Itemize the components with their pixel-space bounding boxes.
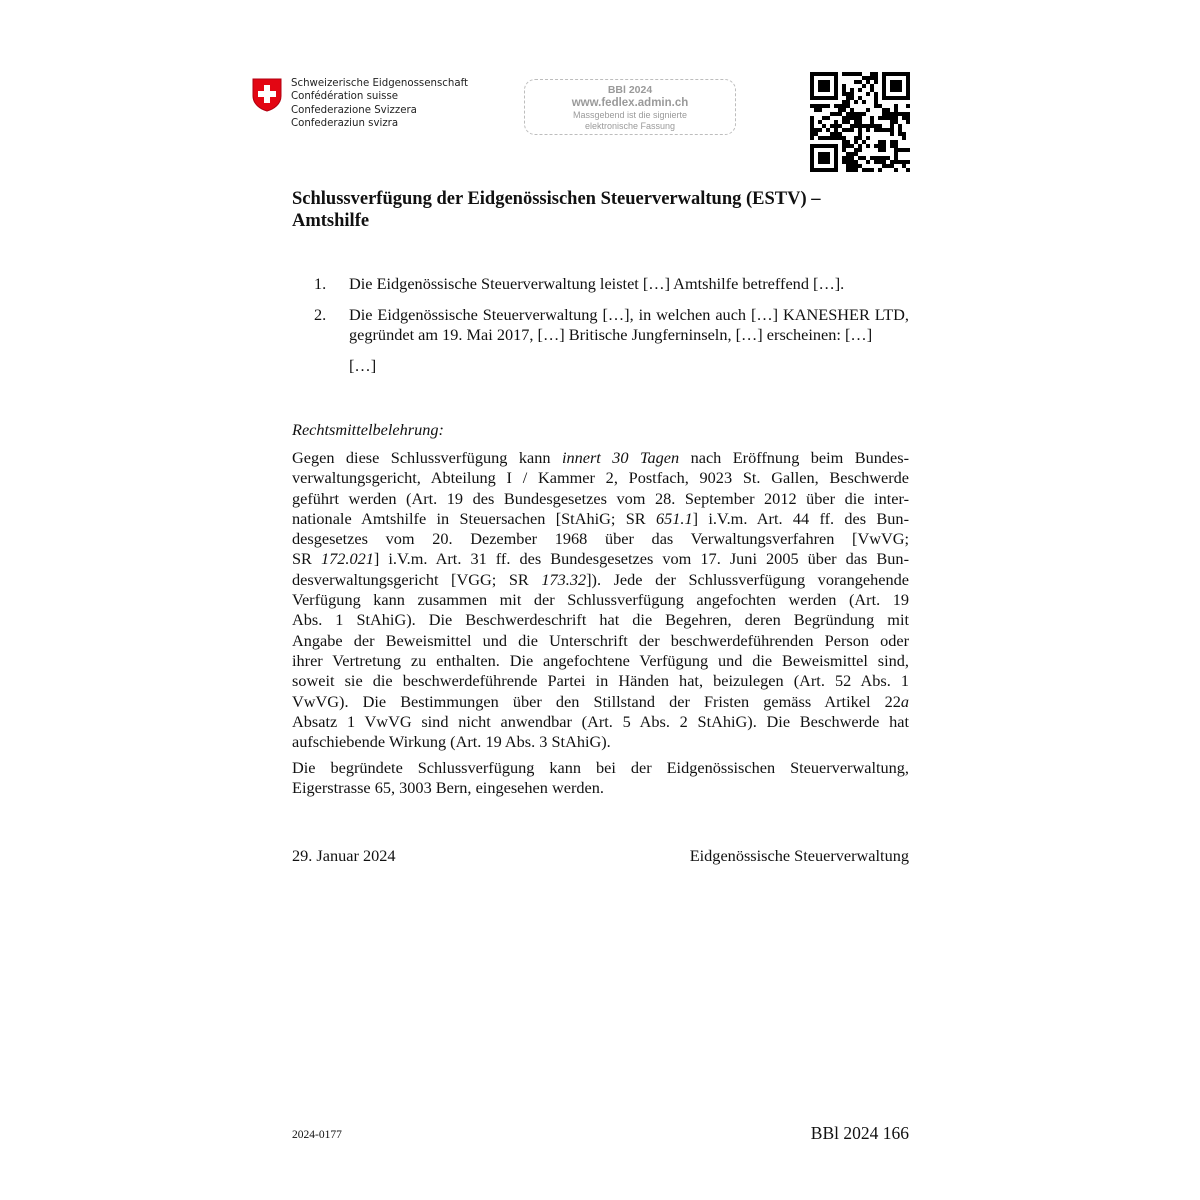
paragraph-line: desverwaltungsgericht [VGG; SR 173.32]). Jede der Schlussverfügung vorangehende — [292, 569, 909, 589]
list-item-number: 2. — [314, 304, 327, 324]
paragraph-line: Absatz 1 VwVG sind nicht anwendbar (Art. 5 Abs. 2 StAhiG). Die Beschwerde hat — [292, 711, 909, 731]
document-title — [292, 188, 912, 232]
document-date: 29. Januar 2024 — [292, 846, 396, 865]
issuing-authority: Eidgenössische Steuerverwaltung — [689, 846, 909, 865]
swiss-coat-of-arms-icon — [252, 78, 282, 112]
title-line-2: Amtshilfe — [292, 211, 370, 231]
paragraph-line: nationale Amtshilfe in Steuersachen [StAhiG; SR 651.1] i.V.m. Art. 44 ff. des Bun- — [292, 508, 909, 528]
einsicht-paragraph — [292, 758, 909, 799]
paragraph-line: geführt werden (Art. 19 des Bundesgesetzes vom 28. September 2012 über die inter- — [292, 488, 909, 508]
decision-list — [292, 274, 909, 376]
paragraph-line: soweit sie die beschwerdeführende Partei in Händen hat, beizulegen (Art. 52 Abs. 1 — [292, 671, 909, 691]
qr-code-icon — [810, 72, 910, 172]
bbl-reference: BBl 2024 166 — [810, 1123, 909, 1143]
rechtsmittel-paragraph — [292, 448, 909, 752]
document-id: 2024-0177 — [292, 1129, 342, 1141]
paragraph-line: desgesetzes vom 20. Dezember 1968 über das Verwaltungsverfahren [VwVG; — [292, 529, 909, 549]
paragraph-line: aufschiebende Wirkung (Art. 19 Abs. 3 StAhiG). — [292, 732, 611, 752]
paragraph-line: Die begründete Schlussverfügung kann bei der Eidgenössischen Steuerverwaltung, — [292, 758, 909, 777]
paragraph-line: Angabe der Beweismittel und die Unterschrift der beschwerdeführenden Person oder — [292, 630, 909, 650]
stamp-note-1: Massgebend ist die signierte — [572, 110, 688, 120]
paragraph-line: Verfügung kann zusammen mit der Schlussverfügung angefochten werden (Art. 19 — [292, 590, 909, 610]
paragraph-line: verwaltungsgericht, Abteilung I / Kammer 2, Postfach, 9023 St. Gallen, Beschwerde — [292, 468, 909, 488]
paragraph-line: ihrer Vertretung zu enthalten. Die angefochtene Verfügung und die Beweismittel sind, — [292, 650, 909, 670]
confederation-names — [291, 77, 468, 131]
stamp-bbl: BBl 2024 — [607, 84, 653, 96]
paragraph-line: Abs. 1 StAhiG). Die Beschwerdeschrift hat die Begehren, deren Begründung mit — [292, 610, 909, 630]
confederation-line-it: Confederazione Svizzera — [291, 104, 417, 116]
confederation-line-de: Schweizerische Eidgenossenschaft — [291, 78, 468, 89]
confederation-line-fr: Confédération suisse — [291, 91, 399, 103]
list-item — [292, 274, 909, 295]
fedlex-stamp — [524, 79, 736, 135]
confederation-line-rm: Confederaziun svizra — [291, 118, 399, 130]
paragraph-line: Gegen diese Schlussverfügung kann innert 30 Tagen nach Eröffnung beim Bundes- — [292, 448, 909, 467]
paragraph-line: VwVG). Die Bestimmungen über den Stillstand der Fristen gemäss Artikel 22a — [292, 691, 909, 711]
paragraph-line: Eigerstrasse 65, 3003 Bern, eingesehen werden. — [292, 778, 604, 798]
list-ellipsis: […] — [349, 355, 377, 375]
list-item-number: 1. — [314, 274, 327, 293]
stamp-note-2: elektronische Fassung — [584, 121, 676, 131]
list-item-text: Die Eidgenössische Steuerverwaltung […], in welchen auch […] KANESHER LTD, gegründet am 19. Mai 2017, […] Britische Jungferninseln, […] erscheinen: […] — [349, 304, 909, 344]
list-item-text: Die Eidgenössische Steuerverwaltung leistet […] Amtshilfe betreffend […]. — [349, 274, 845, 293]
title-line-1: Schlussverfügung der Eidgenössischen Steuerverwaltung (ESTV) – — [292, 189, 821, 209]
rechtsmittel-heading: Rechtsmittelbelehrung: — [292, 420, 444, 439]
stamp-url[interactable]: www.fedlex.admin.ch — [571, 97, 689, 109]
list-item — [292, 305, 909, 346]
paragraph-line: SR 172.021] i.V.m. Art. 31 ff. des Bundesgesetzes vom 17. Juni 2005 über das Bun- — [292, 549, 909, 569]
